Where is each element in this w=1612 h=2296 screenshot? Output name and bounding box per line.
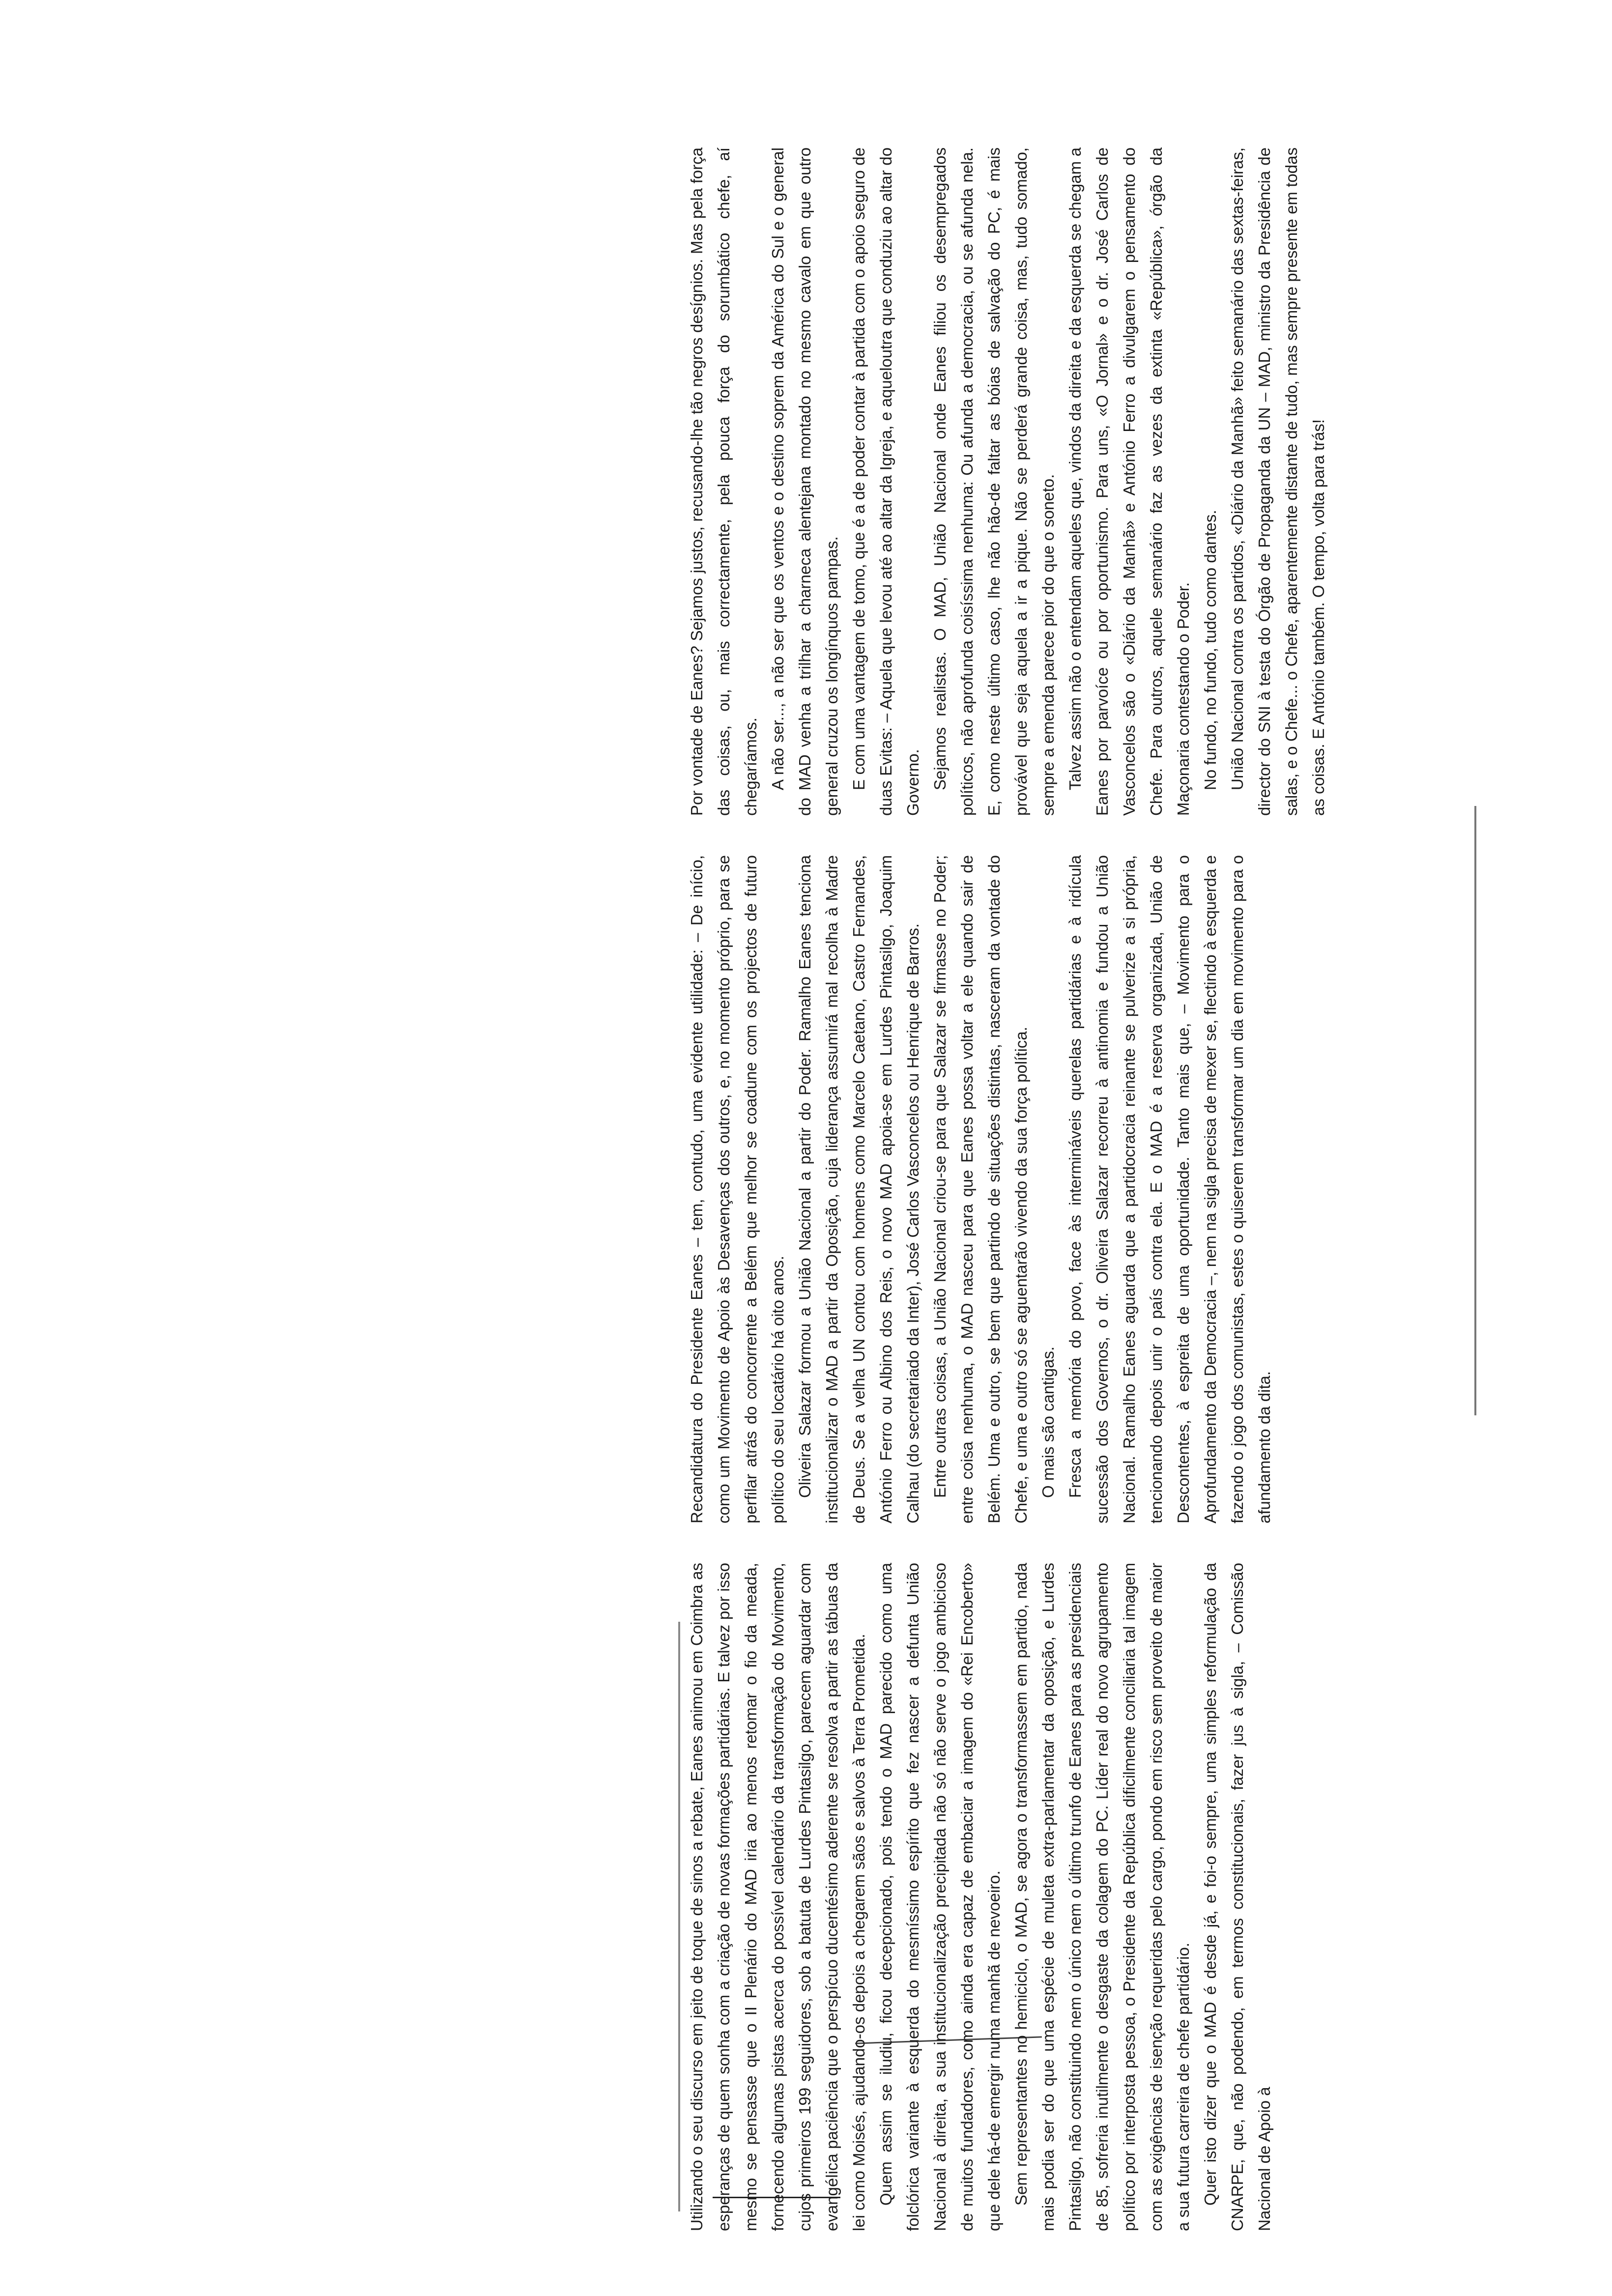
paragraph: Talvez assim não o entendam aqueles que, vindos da direita e da esquerda se chegam a Eanes por parvoíce ou por oportunismo. Para uns, «O Jornal» e o dr. José Carlos de Vasconcelos são o «Diário da Manhã» e António Ferro a divulgarem o pensamento do Chefe. Para outros, aquele semanário faz as vezes da extinta «República», órgão da Maçonaria contestando o Poder. <box>1066 147 1192 816</box>
paragraph: Recandidatura do Presidente Eanes – tem, contudo, uma evidente utilidade: – De início, como um Movimento de Apoio às Desavenças dos outros, e, no momento próprio, para se perfilar atrás do concorrente a Belém que melhor se coadune com os projectos de futuro político do seu locatário há oito anos. <box>688 855 787 1523</box>
paragraph: Quem assim se iludiu, ficou decepcionado, pois tendo o MAD parecido como uma folclórica variante à esquerda do mesmíssimo espírito que fez nascer a defunta União Nacional à direita, a sua institucionalização precipitada não só não serve o jogo ambicioso de muitos fundadores, como ainda era capaz de embaciar a imagem do «Rei Encoberto» que dele há-de emergir numa manhã de nevoeiro. <box>877 1563 1003 2231</box>
paragraph: Por vontade de Eanes? Sejamos justos, recusando-lhe tão negros desígnios. Mas pela força das coisas, ou, mais correctamente, pela pouca força do sorumbático chefe, aí chegaríamos. <box>688 147 760 816</box>
paragraph: E com uma vantagem de tomo, que é a de poder contar à partida com o apoio seguro de duas Evitas: – Aquela que levou até ao altar da Igreja, e aqueloutra que conduziu ao altar do Governo. <box>850 147 922 816</box>
paragraph: Oliveira Salazar formou a União Nacional a partir do Poder. Ramalho Eanes tenciona institucionalizar o MAD a partir da Oposição, cuja liderança assumirá mal recolha à Madre de Deus. Se a velha UN contou com homens como Marcelo Caetano, Castro Fernandes, António Ferro ou Albino dos Reis, o novo MAD apoia-se em Lurdes Pintasilgo, Joaquim Calhau (do secretariado da Inter), José Carlos Vasconcelos ou Henrique de Barros. <box>796 855 922 1523</box>
paragraph: A não ser..., a não ser que os ventos e o destino soprem da América do Sul e o general do MAD venha a trilhar a charneca alentejana montado no mesmo cavalo em que outro general cruzou os longínquos pampas. <box>769 147 841 816</box>
rotated-article <box>673 128 1519 2251</box>
paragraph: Sem representantes no hemiciclo, o MAD, se agora o transformassem em partido, nada mais podia ser do que uma espécie de muleta extra-parlamentar da oposição, e Lurdes Pintasilgo, não constituindo nem o único nem o último trunfo de Eanes para as presidenciais de 85, sofreria inutilmente o desgaste da colagem do PC. Líder real do novo agrupamento político por interposta pessoa, o Presidente da República dificilmente conciliaria tal imagem com as exigências de isenção requeridas pelo cargo, pondo em risco sem proveito de maior a sua futura carreira de chefe partidário. <box>1012 1563 1192 2231</box>
article-column-2 <box>673 835 1519 1543</box>
article-column-1 <box>673 1543 1519 2251</box>
paragraph: Utilizando o seu discurso em jeito de toque de sinos a rebate, Eanes animou em Coimbra as esperanças de quem sonha com a criação de novas formações partidárias. E talvez por isso mesmo se pensasse que o II Plenário do MAD iria ao menos retomar o fio da meada, fornecendo algumas pistas acerca do possível calendário da transformação do Movimento, cujos primeiros 199 seguidores, sob a batuta de Lurdes Pintasilgo, parecem aguardar com evangélica paciência que o perspícuo ducentésimo aderente se resolva a partir as tábuas da lei como Moisés, ajudando-os depois a chegarem sãos e salvos à Terra Prometida. <box>688 1563 868 2231</box>
paragraph: O mais são cantigas. <box>1039 1346 1057 1498</box>
paragraph: União Nacional contra os partidos, «Diário da Manhã» feito semanário das sextas-feiras, director do SNI à testa do Órgão de Propaganda da UN – MAD, ministro da Presidência de salas, e o Chefe... o Chefe, aparentemente distante de tudo, mas sempre presente em todas as coisas. E António também. O tempo, volta para trás! <box>1228 147 1327 816</box>
paragraph: No fundo, no fundo, tudo como dantes. <box>1201 510 1219 790</box>
paragraph: Sejamos realistas. O MAD, União Nacional onde Eanes filiou os desempregados políticos, não aprofunda coisíssima nenhuma: Ou afunda a democracia, ou se afunda nela. E, como neste último caso, lhe não hão-de faltar as bóias de salvação do PC, é mais provável que seja aquela a ir a pique. Não se perderá grande coisa, mas, tudo somado, sempre a emenda parece pior do que o soneto. <box>931 147 1057 816</box>
article-column-3 <box>673 128 1519 835</box>
paragraph: Entre outras coisas, a União Nacional criou-se para que Salazar se firmasse no Poder; entre coisa nenhuma, o MAD nasceu para que Eanes possa voltar a ele quando sair de Belém. Uma e outro, se bem que partindo de situações distintas, nasceram da vontade do Chefe, e uma e outro só se aguentarão vivendo da sua força política. <box>931 855 1030 1523</box>
paragraph: Quer isto dizer que o MAD é desde já, e foi-o sempre, uma simples reformulação da CNARPE, que, não podendo, em termos constitucionais, fazer jus à sigla, – Comissão Nacional de Apoio à <box>1201 1563 1273 2231</box>
paragraph: Fresca a memória do povo, face às intermináveis querelas partidárias e à ridícula sucessão dos Governos, o dr. Oliveira Salazar recorreu à antinomia e fundou a União Nacional. Ramalho Eanes aguarda que a partidocracia reinante se pulverize a si própria, tencionando depois unir o país contra ela. E o MAD é a reserva organizada, União de Descontentes, à espreita de uma oportunidade. Tanto mais que, – Movimento para o Aprofundamento da Democracia –, nem na sigla precisa de mexer se, flectindo à esquerda e fazendo o jogo dos comunistas, estes o quiserem transformar um dia em movimento para o afundamento da dita. <box>1066 855 1273 1523</box>
